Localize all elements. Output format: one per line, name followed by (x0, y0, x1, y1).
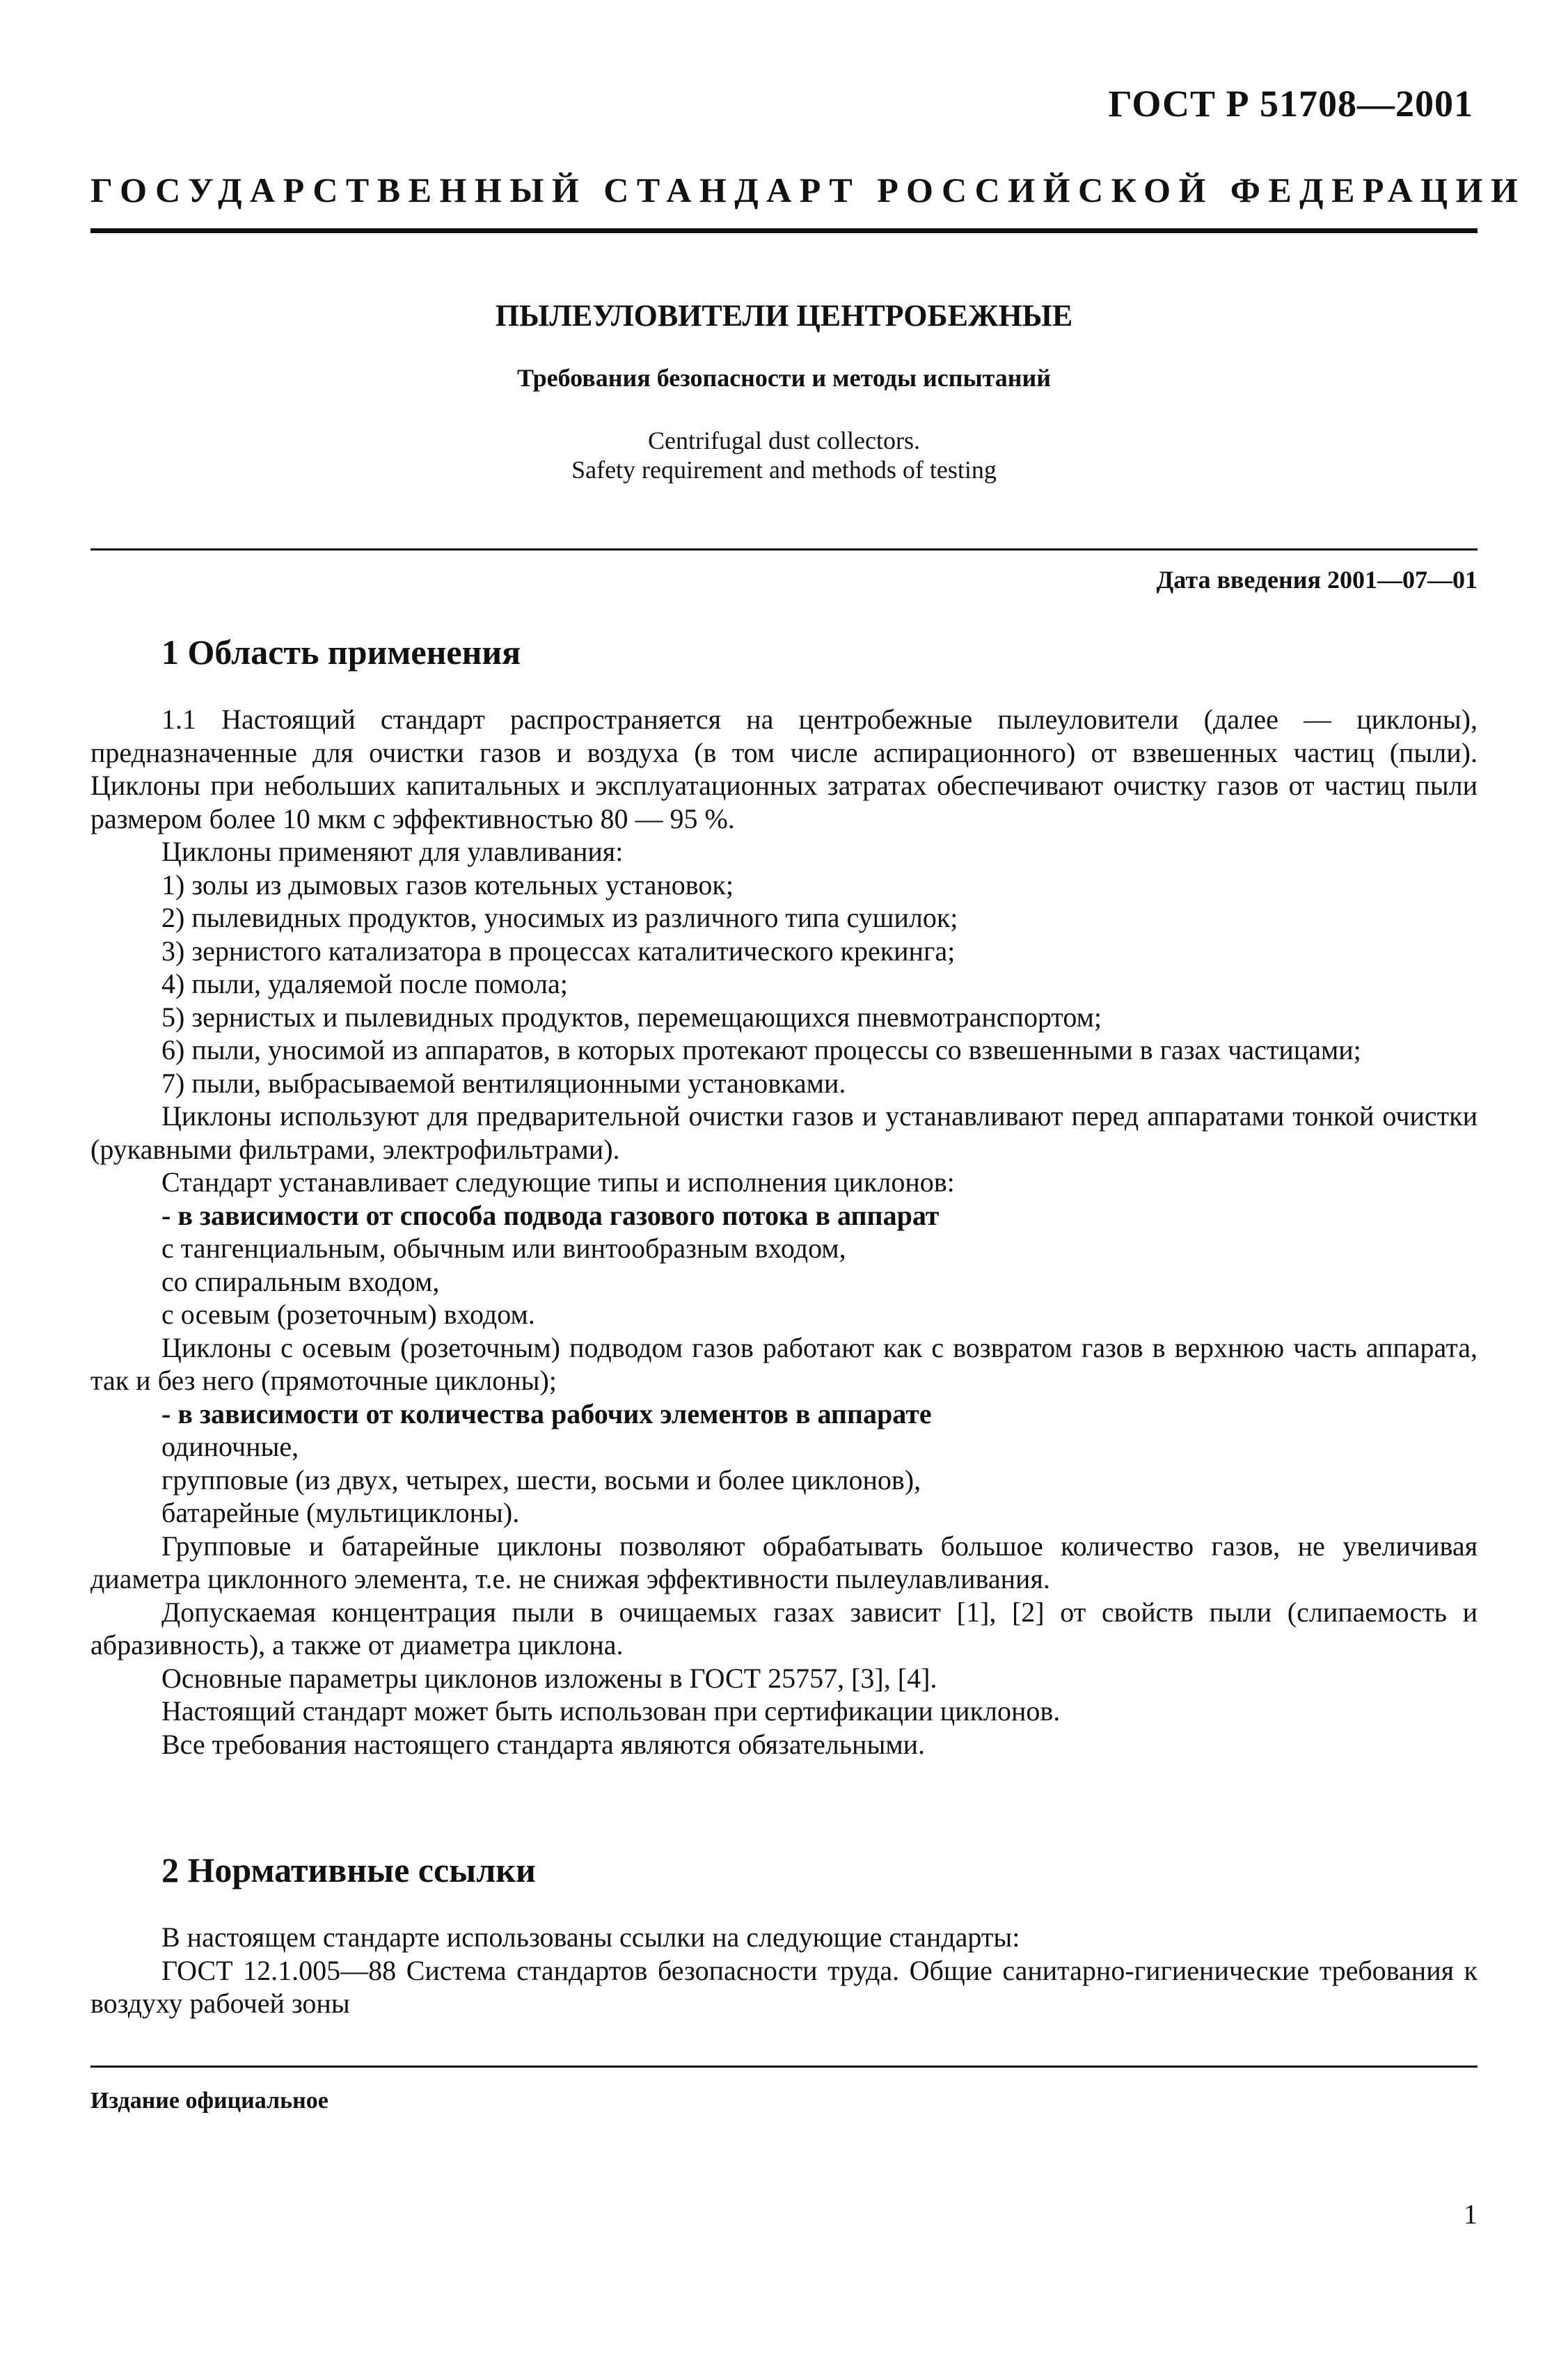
english-title-line-1: Centrifugal dust collectors. (648, 427, 920, 454)
section-1-heading: 1 Область применения (161, 633, 521, 672)
paragraph-group: Групповые и батарейные циклоны позволяют обрабатывать большое количество газов, не увеличивая диаметра циклонного элемента, т.е. не снижая эффективности пылеулавливания. (90, 1530, 1478, 1594)
category-heading-1: - в зависимости от способа подвода газового потока в аппарат (161, 1199, 940, 1231)
category-heading-2: - в зависимости от количества рабочих элементов в аппарате (161, 1397, 932, 1429)
list-item: 7) пыли, выбрасываемой вентиляционными установками. (161, 1067, 846, 1099)
paragraph-apply-intro: Циклоны применяют для улавливания: (161, 836, 624, 867)
header-rule (90, 228, 1478, 233)
introduction-date: Дата введения 2001—07—01 (1156, 566, 1478, 594)
list-item: 4) пыли, удаляемой после помола; (161, 968, 568, 999)
page-number: 1 (1464, 2198, 1478, 2230)
footer-rule (90, 2066, 1478, 2068)
paragraph-references-intro: В настоящем стандарте использованы ссылки на следующие стандарты: (161, 1921, 1020, 1953)
paragraph-1-1: 1.1 Настоящий стандарт распространяется на центробежные пылеуловители (далее — циклоны), предназначенные для очистки газов и воздуха (в том числе аспирационного) от взвешенных частиц (пыли). Циклоны при небольших капитальных и эксплуатационных затратах обеспечивают очистку газов от частиц пыли размером более 10 мкм с эффективностью 80 — 95 %. (90, 704, 1478, 834)
state-standard-title: ГОСУДАРСТВЕННЫЙ СТАНДАРТ РОССИЙСКОЙ ФЕДЕРАЦИИ (90, 171, 1526, 209)
paragraph-certification: Настоящий стандарт может быть использован при сертификации циклонов. (161, 1695, 1061, 1727)
section-1-body (90, 703, 1478, 1761)
english-title-line-2: Safety requirement and methods of testing (571, 456, 997, 484)
document-title: ПЫЛЕУЛОВИТЕЛИ ЦЕНТРОБЕЖНЫЕ (495, 299, 1073, 333)
paragraph-mandatory: Все требования настоящего стандарта являются обязательными. (161, 1728, 926, 1760)
list-item: 3) зернистого катализатора в процессах каталитического крекинга; (161, 935, 956, 967)
list-item: одиночные, (161, 1431, 299, 1462)
list-item: со спиральным входом, (161, 1265, 440, 1297)
reference-item: ГОСТ 12.1.005—88 Система стандартов безопасности труда. Общие санитарно-гигиенические требования к воздуху рабочей зоны (90, 1954, 1478, 2019)
list-item: батарейные (мультициклоны). (161, 1497, 520, 1528)
list-item: 5) зернистых и пылевидных продуктов, перемещающихся пневмотранспортом; (161, 1001, 1102, 1033)
list-item: с осевым (розеточным) входом. (161, 1299, 535, 1330)
title-rule (90, 548, 1478, 550)
list-item: с тангенциальным, обычным или винтообразным входом, (161, 1232, 846, 1264)
list-item: 6) пыли, уносимой из аппаратов, в которых протекают процессы со взвешенными в газах частицами; (161, 1034, 1361, 1065)
list-item: 2) пылевидных продуктов, уносимых из различного типа сушилок; (161, 902, 958, 933)
paragraph-types: Стандарт устанавливает следующие типы и исполнения циклонов: (161, 1166, 955, 1198)
official-edition-label: Издание официальное (90, 2088, 328, 2114)
document-number: ГОСТ Р 51708—2001 (1108, 83, 1473, 125)
list-item: групповые (из двух, четырех, шести, восьми и более циклонов), (161, 1464, 921, 1496)
paragraph-axial: Циклоны с осевым (розеточным) подводом газов работают как с возвратом газов в верхнюю часть аппарата, так и без него (прямоточные циклоны); (90, 1331, 1478, 1396)
document-subtitle: Требования безопасности и методы испытаний (517, 364, 1051, 392)
paragraph-prelim: Циклоны используют для предварительной очистки газов и устанавливают перед аппаратами тонкой очистки (рукавными фильтрами, электрофильтрами). (90, 1100, 1478, 1165)
section-2-body (90, 1921, 1478, 2020)
section-2-heading: 2 Нормативные ссылки (161, 1850, 536, 1889)
paragraph-parameters: Основные параметры циклонов изложены в ГОСТ 25757, [3], [4]. (161, 1662, 937, 1694)
list-item: 1) золы из дымовых газов котельных установок; (161, 869, 734, 901)
paragraph-concentration: Допускаемая концентрация пыли в очищаемых газах зависит [1], [2] от свойств пыли (слипаемость и абразивность), а также от диаметра циклона. (90, 1596, 1478, 1660)
